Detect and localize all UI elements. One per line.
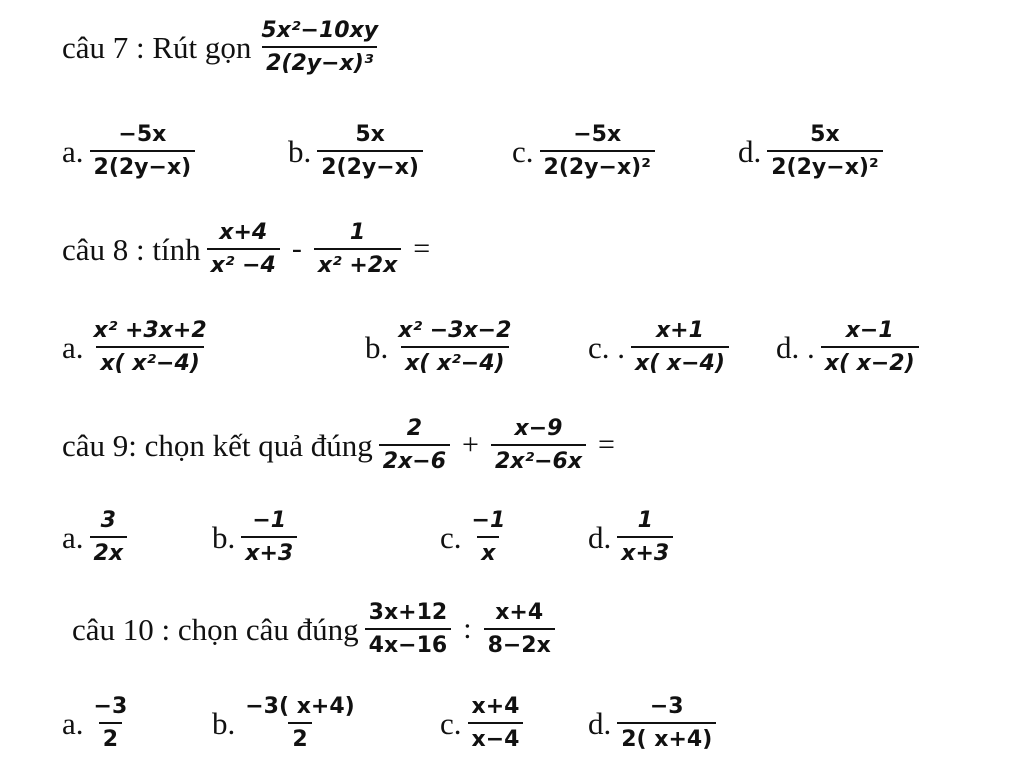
option-7a bbox=[62, 122, 201, 181]
option-9d bbox=[588, 508, 679, 567]
equals-sign: = bbox=[598, 428, 615, 462]
option-denominator: 2 bbox=[288, 722, 311, 752]
option-denominator: 2 bbox=[99, 722, 122, 752]
option-letter: b. bbox=[365, 329, 389, 365]
option-numerator: 3 bbox=[100, 508, 116, 533]
fraction-denominator: 4x−16 bbox=[365, 628, 452, 658]
option-numerator: x+4 bbox=[471, 694, 520, 719]
option-letter: c. bbox=[440, 705, 462, 741]
option-numerator: −3( x+4) bbox=[245, 694, 355, 719]
question-9-fraction-2 bbox=[491, 416, 586, 475]
option-letter: a. bbox=[62, 705, 84, 741]
fraction-numerator: x−9 bbox=[514, 416, 563, 441]
option-numerator: x² −3x−2 bbox=[398, 318, 512, 343]
question-9 bbox=[62, 416, 621, 475]
fraction-denominator: 2x−6 bbox=[379, 444, 450, 474]
question-7 bbox=[62, 18, 388, 77]
option-denominator: x( x²−4) bbox=[401, 346, 509, 376]
option-denominator: x bbox=[477, 536, 499, 566]
option-numerator: 5x bbox=[355, 122, 385, 147]
option-denominator: x( x²−4) bbox=[96, 346, 204, 376]
colon-sign: : bbox=[463, 612, 472, 646]
option-numerator: x−1 bbox=[845, 318, 894, 343]
option-7d bbox=[738, 122, 889, 181]
question-8-label: câu 8 : tính bbox=[62, 231, 201, 267]
question-10 bbox=[72, 600, 561, 659]
option-letter: d. bbox=[738, 133, 762, 169]
option-10c bbox=[440, 694, 529, 753]
option-10a bbox=[62, 694, 137, 753]
plus-sign: + bbox=[462, 428, 479, 462]
option-9a bbox=[62, 508, 133, 567]
fraction-numerator: x+4 bbox=[219, 220, 268, 245]
option-letter: c. . bbox=[588, 329, 626, 365]
option-denominator: 2(2y−x)² bbox=[540, 150, 655, 180]
option-letter: c. bbox=[512, 133, 534, 169]
question-8-fraction-2 bbox=[314, 220, 401, 279]
fraction-denominator: 2(2y−x)³ bbox=[262, 46, 377, 76]
fraction-denominator: x² −4 bbox=[207, 248, 280, 278]
option-7b bbox=[288, 122, 429, 181]
option-9b bbox=[212, 508, 303, 567]
option-letter: c. bbox=[440, 519, 462, 555]
question-9-fraction-1 bbox=[379, 416, 450, 475]
option-letter: d. bbox=[588, 519, 612, 555]
fraction-numerator: x+4 bbox=[495, 600, 544, 625]
option-letter: b. bbox=[288, 133, 312, 169]
question-9-label: câu 9: chọn kết quả đúng bbox=[62, 427, 373, 463]
option-numerator: 1 bbox=[637, 508, 653, 533]
option-denominator: x( x−4) bbox=[631, 346, 729, 376]
option-letter: a. bbox=[62, 329, 84, 365]
option-9c bbox=[440, 508, 515, 567]
fraction-numerator: 1 bbox=[349, 220, 366, 245]
option-letter: a. bbox=[62, 519, 84, 555]
option-denominator: x−4 bbox=[468, 722, 524, 752]
minus-sign: - bbox=[291, 232, 302, 266]
option-numerator: 5x bbox=[810, 122, 840, 147]
fraction-numerator: 5x²−10xy bbox=[261, 18, 379, 43]
option-denominator: x+3 bbox=[241, 536, 297, 566]
option-denominator: x( x−2) bbox=[821, 346, 919, 376]
option-letter: d. . bbox=[776, 329, 815, 365]
question-10-label: câu 10 : chọn câu đúng bbox=[72, 611, 359, 647]
option-10b bbox=[212, 694, 365, 753]
option-denominator: 2(2y−x)² bbox=[767, 150, 882, 180]
fraction-numerator: 3x+12 bbox=[368, 600, 448, 625]
question-7-label: câu 7 : Rút gọn bbox=[62, 29, 252, 65]
option-numerator: x+1 bbox=[655, 318, 704, 343]
option-10d bbox=[588, 694, 722, 753]
option-numerator: −5x bbox=[573, 122, 622, 147]
option-numerator: −5x bbox=[118, 122, 167, 147]
fraction-denominator: 2x²−6x bbox=[491, 444, 586, 474]
option-denominator: 2(2y−x) bbox=[90, 150, 196, 180]
option-letter: b. bbox=[212, 705, 236, 741]
option-8d bbox=[776, 318, 925, 377]
option-denominator: x+3 bbox=[617, 536, 673, 566]
option-numerator: −1 bbox=[252, 508, 287, 533]
option-denominator: 2(2y−x) bbox=[317, 150, 423, 180]
option-denominator: 2x bbox=[90, 536, 128, 566]
option-letter: d. bbox=[588, 705, 612, 741]
equals-sign: = bbox=[413, 232, 431, 266]
question-8-fraction-1 bbox=[207, 220, 280, 279]
question-10-fraction-1 bbox=[365, 600, 452, 659]
fraction-denominator: 8−2x bbox=[484, 628, 555, 658]
option-8c bbox=[588, 318, 735, 377]
option-denominator: 2( x+4) bbox=[617, 722, 716, 752]
fraction-numerator: 2 bbox=[406, 416, 423, 441]
question-8 bbox=[62, 220, 436, 279]
question-7-expression bbox=[257, 18, 382, 77]
option-numerator: −3 bbox=[649, 694, 684, 719]
fraction-denominator: x² +2x bbox=[314, 248, 401, 278]
option-letter: a. bbox=[62, 133, 84, 169]
option-numerator: −3 bbox=[93, 694, 128, 719]
option-8b bbox=[365, 318, 521, 377]
question-10-fraction-2 bbox=[484, 600, 555, 659]
option-numerator: −1 bbox=[471, 508, 506, 533]
option-letter: b. bbox=[212, 519, 236, 555]
option-7c bbox=[512, 122, 661, 181]
option-numerator: x² +3x+2 bbox=[93, 318, 207, 343]
option-8a bbox=[62, 318, 217, 377]
